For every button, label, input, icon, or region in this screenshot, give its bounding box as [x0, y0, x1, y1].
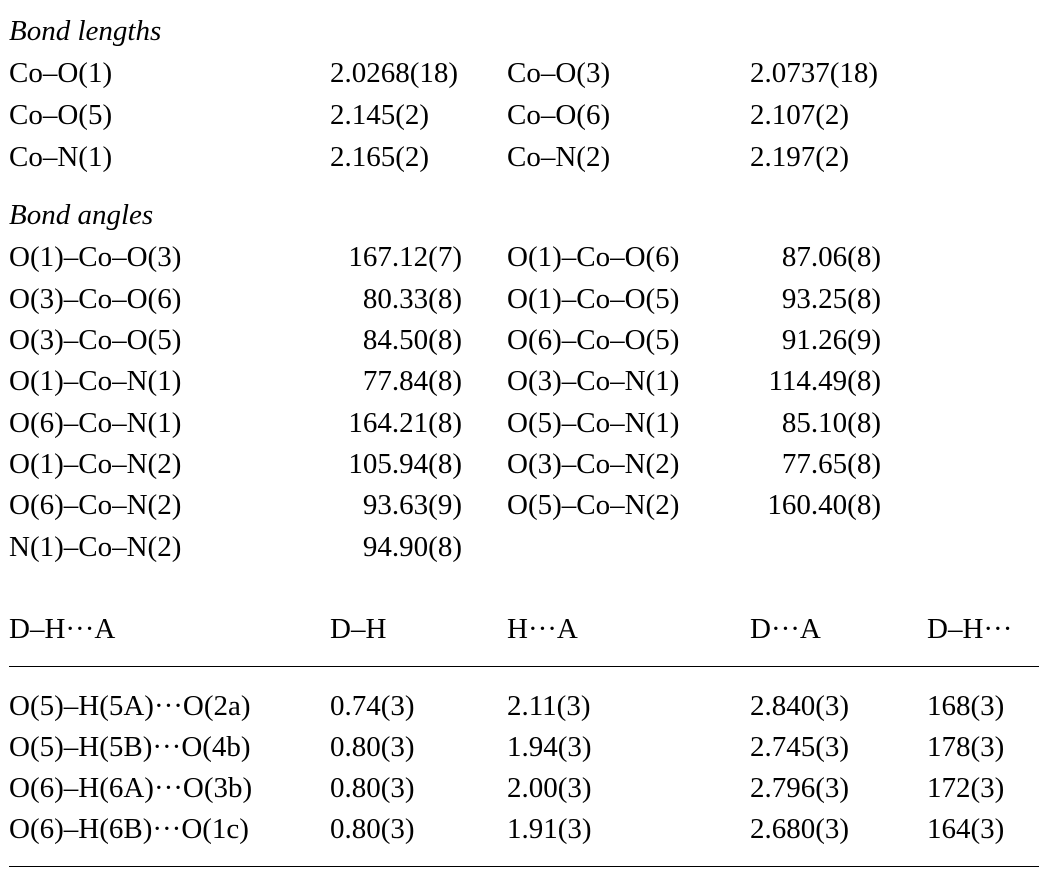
- bond-length-row: [0, 98, 1039, 140]
- hbond-header: D–H···A: [9, 613, 116, 645]
- bond-label: Co–O(3): [507, 57, 611, 89]
- hbond-header: H···A: [507, 613, 578, 645]
- angle-value: 167.12(7): [348, 241, 462, 273]
- angle-label: O(3)–Co–N(2): [507, 448, 680, 480]
- bond-value: 2.165(2): [330, 141, 430, 173]
- hbond-value: 0.74(3): [330, 690, 415, 722]
- hbond-row: [0, 730, 1039, 772]
- hbond-label: O(6)–H(6A)···O(3b): [9, 772, 253, 804]
- angle-value: 91.26(9): [781, 324, 881, 356]
- hbond-header: D–H: [330, 613, 387, 645]
- bond-angle-row: [0, 364, 1039, 406]
- hbond-value: 172(3): [927, 772, 1005, 804]
- hbond-value: 1.94(3): [507, 731, 592, 763]
- bond-value: 2.197(2): [750, 141, 850, 173]
- angle-label: O(1)–Co–N(2): [9, 448, 182, 480]
- angle-value: 77.65(8): [781, 448, 881, 480]
- hbond-value: 2.745(3): [750, 731, 850, 763]
- bond-angle-row: [0, 240, 1039, 282]
- hbond-value: 0.80(3): [330, 813, 415, 845]
- hbond-value: 2.11(3): [507, 690, 591, 722]
- hbond-row: [0, 771, 1039, 813]
- hbond-value: 2.00(3): [507, 772, 592, 804]
- bond-angle-row: [0, 282, 1039, 324]
- bond-value: 2.0737(18): [750, 57, 879, 89]
- hbond-header: D–H···: [927, 613, 1013, 645]
- bond-angle-row: [0, 406, 1039, 448]
- angle-label: O(5)–Co–N(1): [507, 407, 680, 439]
- bond-value: 2.145(2): [330, 99, 430, 131]
- bond-angle-row: [0, 447, 1039, 489]
- hbond-value: 0.80(3): [330, 731, 415, 763]
- angle-value: 94.90(8): [362, 531, 462, 563]
- angle-label: O(3)–Co–N(1): [507, 365, 680, 397]
- bond-lengths-title: Bond lengths: [9, 15, 162, 47]
- angle-label: O(6)–Co–N(1): [9, 407, 182, 439]
- angle-label: O(1)–Co–O(6): [507, 241, 680, 273]
- bond-angles-title: Bond angles: [9, 199, 154, 231]
- bond-label: Co–O(6): [507, 99, 611, 131]
- angle-value: 93.25(8): [781, 283, 881, 315]
- angle-value: 114.49(8): [768, 365, 881, 397]
- hbond-header-row: [0, 612, 1039, 654]
- hbond-value: 2.796(3): [750, 772, 850, 804]
- angle-label: O(6)–Co–O(5): [507, 324, 680, 356]
- angle-label: O(1)–Co–O(5): [507, 283, 680, 315]
- angle-label: O(1)–Co–O(3): [9, 241, 182, 273]
- bond-length-row: [0, 56, 1039, 98]
- angle-value: 87.06(8): [781, 241, 881, 273]
- hbond-header: D···A: [750, 613, 821, 645]
- table-rule: [9, 666, 1039, 667]
- angle-value: 85.10(8): [781, 407, 881, 439]
- bond-label: Co–O(5): [9, 99, 113, 131]
- angle-value: 164.21(8): [348, 407, 462, 439]
- hbond-row: [0, 812, 1039, 854]
- angle-value: 105.94(8): [348, 448, 462, 480]
- angle-label: N(1)–Co–N(2): [9, 531, 182, 563]
- bond-angle-row: [0, 323, 1039, 365]
- bond-angle-row: [0, 488, 1039, 530]
- hbond-label: O(6)–H(6B)···O(1c): [9, 813, 249, 845]
- angle-label: O(1)–Co–N(1): [9, 365, 182, 397]
- hbond-value: 168(3): [927, 690, 1005, 722]
- angle-value: 160.40(8): [767, 489, 881, 521]
- hbond-value: 178(3): [927, 731, 1005, 763]
- table-rule: [9, 866, 1039, 867]
- bond-value: 2.107(2): [750, 99, 850, 131]
- angle-label: O(5)–Co–N(2): [507, 489, 680, 521]
- bond-label: Co–N(1): [9, 141, 113, 173]
- angle-label: O(3)–Co–O(5): [9, 324, 182, 356]
- hbond-value: 164(3): [927, 813, 1005, 845]
- bond-angle-row: [0, 530, 1039, 572]
- hbond-row: [0, 689, 1039, 731]
- bond-label: Co–N(2): [507, 141, 611, 173]
- hbond-label: O(5)–H(5A)···O(2a): [9, 690, 251, 722]
- angle-label: O(6)–Co–N(2): [9, 489, 182, 521]
- angle-value: 77.84(8): [362, 365, 462, 397]
- hbond-label: O(5)–H(5B)···O(4b): [9, 731, 251, 763]
- angle-value: 80.33(8): [362, 283, 462, 315]
- angle-value: 93.63(9): [362, 489, 462, 521]
- hbond-value: 2.680(3): [750, 813, 850, 845]
- bond-value: 2.0268(18): [330, 57, 459, 89]
- hbond-value: 0.80(3): [330, 772, 415, 804]
- angle-value: 84.50(8): [362, 324, 462, 356]
- angle-label: O(3)–Co–O(6): [9, 283, 182, 315]
- bond-label: Co–O(1): [9, 57, 113, 89]
- hbond-value: 1.91(3): [507, 813, 592, 845]
- hbond-value: 2.840(3): [750, 690, 850, 722]
- bond-length-row: [0, 140, 1039, 182]
